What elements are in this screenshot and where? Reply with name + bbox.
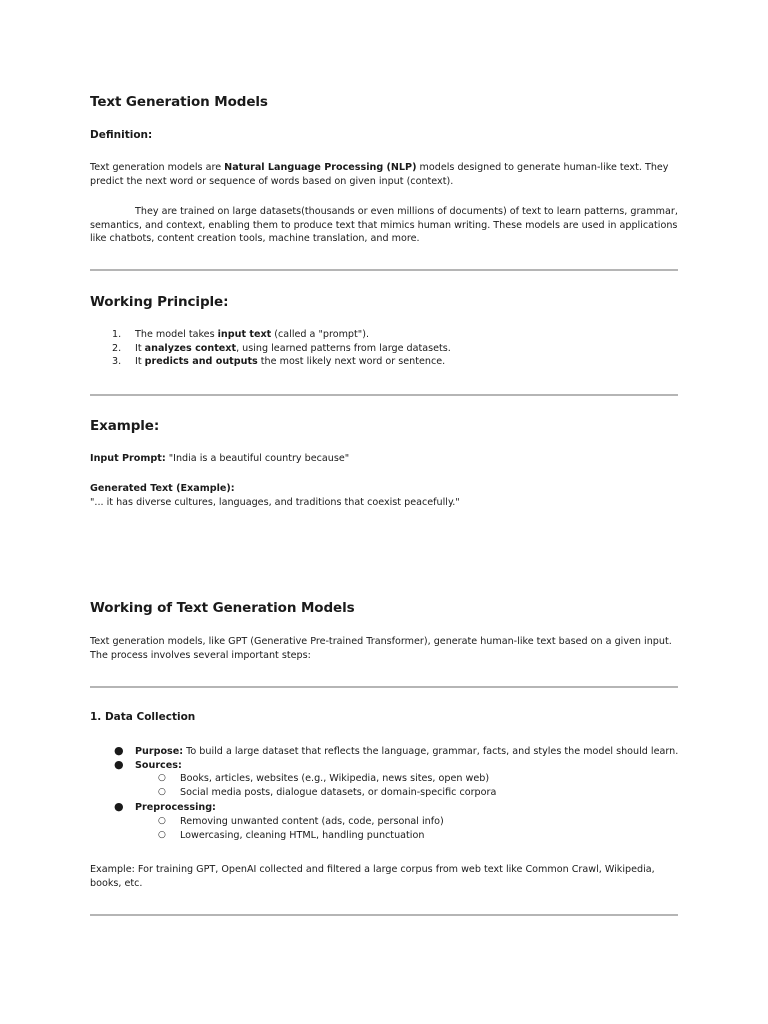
preprocessing-sublist (135, 815, 678, 842)
divider (90, 394, 678, 396)
list-item: 2. It analyzes context, using learned patterns from large datasets. (112, 342, 451, 354)
sources-sublist (135, 772, 678, 799)
list-item: 3. It predicts and outputs the most likely next word or sentence. (112, 356, 446, 368)
definition-heading: Definition: (90, 129, 153, 141)
generated-text-block: Generated Text (Example): "... it has diverse cultures, languages, and traditions that coexist peacefully." (90, 483, 460, 508)
nlp-term: Natural Language Processing (NLP) (224, 162, 417, 173)
definition-paragraph-2: They are trained on large datasets(thousands or even millions of documents) of text to learn patterns, grammar, semantics, and context, enabling them to produce text that mimics human writing. These models are used in applications like chatbots, content creation tools, machine translation, and more. (90, 206, 678, 244)
data-collection-heading: 1. Data Collection (90, 711, 196, 723)
list-item: ○ Removing unwanted content (ads, code, personal info) (158, 815, 444, 827)
bullet-icon: ● (114, 800, 124, 814)
example-heading: Example: (90, 418, 160, 434)
divider (90, 686, 678, 688)
list-item-sources: ● Sources: ○ Books, articles, websites (e.g., Wikipedia, news sites, open web) ○ Social media posts, dialogue datasets, or domain-specific corpora (90, 759, 678, 800)
circle-bullet-icon: ○ (158, 773, 166, 784)
data-collection-example: Example: For training GPT, OpenAI collected and filtered a large corpus from web text like Common Crawl, Wikipedia, books, etc. (90, 864, 655, 889)
divider (90, 914, 678, 916)
data-collection-list (90, 745, 678, 842)
working-of-intro: Text generation models, like GPT (Generative Pre-trained Transformer), generate human-like text based on a given input. The process involves several important steps: (90, 636, 672, 661)
document-title: Text Generation Models (90, 94, 268, 110)
bullet-icon: ● (114, 744, 124, 757)
working-principle-heading: Working Principle: (90, 294, 229, 310)
bullet-icon: ● (114, 757, 124, 771)
circle-bullet-icon: ○ (158, 815, 166, 826)
working-of-heading: Working of Text Generation Models (90, 600, 355, 616)
list-item-preprocessing: ● Preprocessing: ○ Removing unwanted content (ads, code, personal info) ○ Lowercasing, cleaning HTML, handling punctuation (90, 801, 678, 842)
list-item-purpose: ● Purpose: To build a large dataset that reflects the language, grammar, facts, and styles the model should learn. (114, 744, 679, 757)
definition-paragraph-1: Text generation models are Natural Language Processing (NLP) models designed to generate human-like text. They predict the next word or sequence of words based on given input (context). (90, 162, 669, 187)
circle-bullet-icon: ○ (158, 829, 166, 840)
list-item: ○ Social media posts, dialogue datasets, or domain-specific corpora (158, 786, 497, 798)
working-principle-list (90, 328, 451, 369)
input-prompt-line: Input Prompt: "India is a beautiful country because" (90, 453, 350, 464)
list-item: 1. The model takes input text (called a "prompt"). (112, 329, 369, 340)
divider (90, 269, 678, 271)
list-item: ○ Books, articles, websites (e.g., Wikipedia, news sites, open web) (158, 773, 490, 785)
circle-bullet-icon: ○ (158, 786, 166, 797)
list-item: ○ Lowercasing, cleaning HTML, handling punctuation (158, 829, 425, 841)
